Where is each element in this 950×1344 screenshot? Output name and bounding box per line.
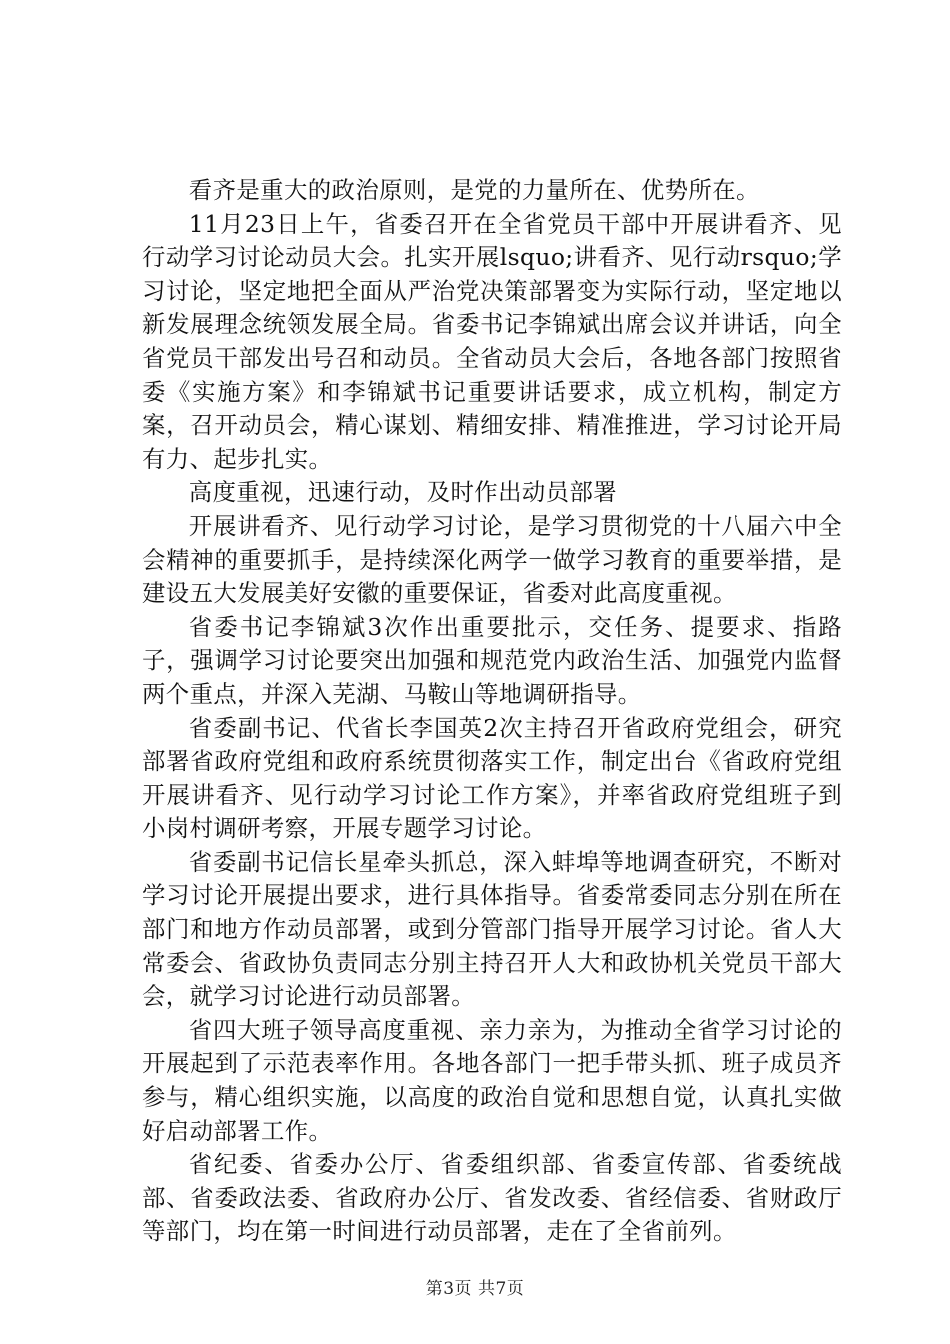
paragraph-importance: 开展讲看齐、见行动学习讨论，是学习贯彻党的十八届六中全会精神的重要抓手，是持续深化两学一做学习教育的重要举措，是建设五大发展美好安徽的重要保证，省委对此高度重视。 bbox=[142, 511, 842, 608]
paragraph-acting-governor: 省委副书记、代省长李国英2次主持召开省政府党组会，研究部署省政府党组和政府系统贯彻落实工作，制定出台《省政府党组开展讲看齐、见行动学习讨论工作方案》，并率省政府党组班子到小岗村调研考察，开展专题学习讨论。 bbox=[142, 713, 842, 843]
paragraph-departments: 省纪委、省委办公厅、省委组织部、省委宣传部、省委统战部、省委政法委、省政府办公厅、省发改委、省经信委、省财政厅等部门，均在第一时间进行动员部署，走在了全省前列。 bbox=[142, 1150, 842, 1246]
page-number: 第3页 共7页 bbox=[425, 1279, 525, 1299]
paragraph-deputy-secretary: 省委副书记信长星牵头抓总，深入蚌埠等地调查研究，不断对学习讨论开展提出要求，进行具体指导。省委常委同志分别在所在部门和地方作动员部署，或到分管部门指导开展学习讨论。省人大常委会、省政协负责同志分别主持召开人大和政协机关党员干部大会，就学习讨论进行动员部署。 bbox=[142, 847, 842, 1011]
paragraph-four-leadership-teams: 省四大班子领导高度重视、亲力亲为，为推动全省学习讨论的开展起到了示范表率作用。各地各部门一把手带头抓、班子成员齐参与，精心组织实施，以高度的政治自觉和思想自觉，认真扎实做好启动部署工作。 bbox=[142, 1015, 842, 1145]
document-body bbox=[142, 174, 842, 1249]
paragraph-intro: 看齐是重大的政治原则，是党的力量所在、优势所在。 bbox=[188, 176, 760, 204]
section-heading: 高度重视，迅速行动，及时作出动员部署 bbox=[188, 478, 618, 507]
paragraph-party-secretary: 省委书记李锦斌3次作出重要批示，交任务、提要求、指路子，强调学习讨论要突出加强和规范党内政治生活、加强党内监督两个重点，并深入芜湖、马鞍山等地调研指导。 bbox=[142, 612, 842, 708]
paragraph-mobilization-meeting: 11月23日上午，省委召开在全省党员干部中开展讲看齐、见行动学习讨论动员大会。扎实开展lsquo;讲看齐、见行动rsquo;学习讨论，坚定地把全面从严治党决策部署变为实际行动，坚定地以新发展理念统领发展全局。省委书记李锦斌出席会议并讲话，向全省党员干部发出号召和动员。全省动员大会后，各地各部门按照省委《实施方案》和李锦斌书记重要讲话要求，成立机构，制定方案，召开动员会，精心谋划、精细安排、精准推进，学习讨论开局有力、起步扎实。 bbox=[142, 209, 842, 473]
